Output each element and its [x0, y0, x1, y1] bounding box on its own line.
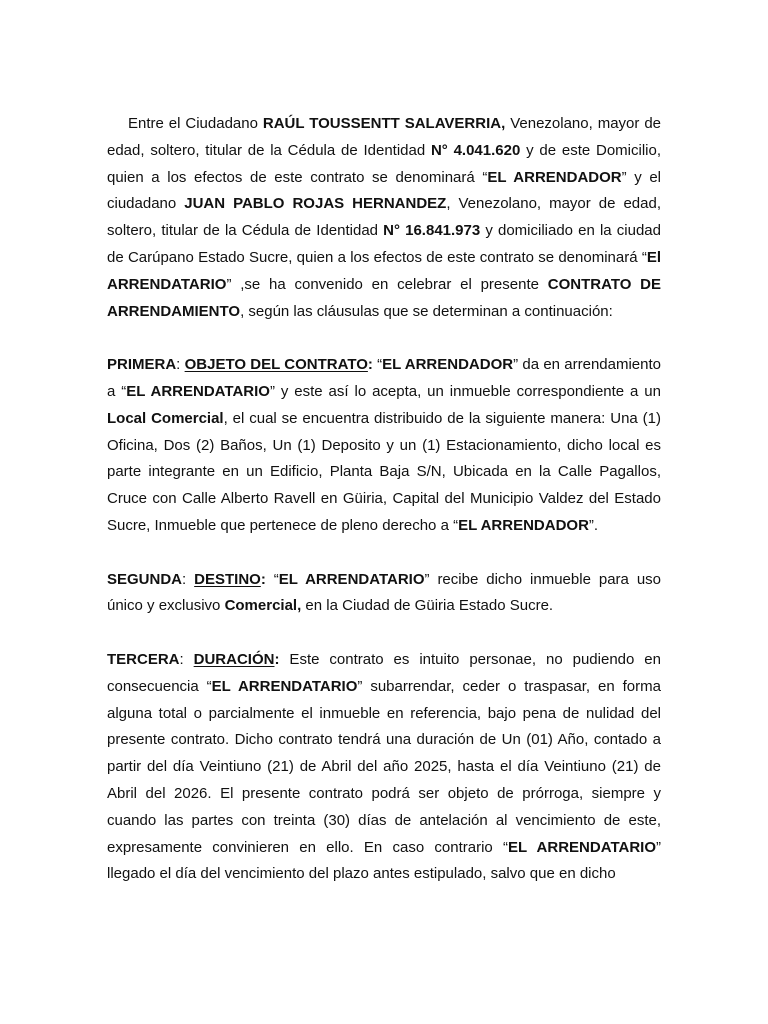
intro-text: Entre el Ciudadano: [128, 115, 263, 132]
clause-separator: :: [179, 650, 194, 668]
intro-text: , Venezolano, mayor de edad, soltero, titular de la Cédula de Identidad: [107, 195, 661, 240]
contract-type: CONTRATO DE ARRENDAMIENTO: [107, 275, 661, 320]
clause-primera: [107, 352, 661, 540]
clause-label: TERCERA: [107, 650, 180, 668]
lessee-role: EL ARRENDATARIO: [211, 677, 358, 695]
clause-text: ” subarrendar, ceder o traspasar, en forma alguna total o parcialmente el inmueble en referencia, bajo pena de nulidad del presente contrato. Dicho contrato tendrá una duración de Un (01) Año, contado a partir del día Veintiuno (21) de Abril del año 2025, hasta el día Veintiuno (21) de Abril del 2026. El presente contrato podrá ser objeto de prórroga, siempre y cuando las partes con treinta (30) días de antelación al vencimiento de este, expresamente convinieren en ello. En caso contrario “: [107, 677, 661, 856]
clause-text: “: [265, 570, 279, 588]
lessee-role: EL ARRENDATARIO: [507, 838, 656, 856]
use-type: Comercial,: [224, 597, 302, 615]
clause-segunda: [107, 567, 661, 621]
lessee-role: EL ARRENDATARIO: [126, 382, 270, 400]
clause-text: , el cual se encuentra distribuido de la siguiente manera: Una (1) Oficina, Dos (2) Baños, Un (1) Deposito y un (1) Estacionamiento, dicho local es parte integrante en un Edificio, Planta Baja S/N, Ubicada en la Calle Pagallos, Cruce con Calle Alberto Ravell en Güiria, Capital del Municipio Valdez del Estado Sucre, Inmueble que pertenece de pleno derecho a “: [107, 409, 661, 534]
clause-text: ” y este así lo acepta, un inmueble correspondiente a un: [269, 382, 661, 400]
property-type: Local Comercial: [107, 409, 224, 427]
lessor-role: EL ARRENDADOR: [458, 516, 589, 534]
clause-separator: :: [182, 570, 195, 588]
intro-text: y domiciliado en la ciudad de Carúpano Estado Sucre, quien a los efectos de este contrato se denominará “: [107, 222, 661, 266]
lessor-role: EL ARRENDADOR: [382, 356, 514, 374]
intro-text: y de este Domicilio, quien a los efectos de este contrato se denominará “: [107, 141, 662, 186]
clause-text: ” recibe dicho inmueble para uso único y exclusivo: [107, 570, 662, 615]
clause-colon: :: [367, 356, 373, 374]
clause-text: en la Ciudad de Güiria Estado Sucre.: [301, 597, 554, 615]
clause-text: ”.: [588, 516, 599, 534]
intro-text: ” ,se ha convenido en celebrar el presente: [226, 275, 548, 293]
contract-body: [107, 111, 661, 888]
clause-text: ” da en arrendamiento a “: [107, 356, 661, 400]
intro-text: ” y el ciudadano: [107, 168, 661, 213]
clause-tercera: [107, 647, 661, 888]
clause-text: ” llegado el día del vencimiento del plazo antes estipulado, salvo que en dicho: [107, 838, 661, 883]
clause-title: DURACIÓN: [193, 650, 275, 668]
lessor-id-number: N° 4.041.620: [430, 141, 521, 159]
clause-label: PRIMERA: [107, 356, 177, 374]
intro-text: Venezolano, mayor de edad, soltero, titular de la Cédula de Identidad: [107, 115, 662, 159]
clause-text: “: [372, 356, 383, 374]
clause-separator: :: [176, 356, 185, 374]
intro-paragraph: [107, 111, 661, 325]
lessor-name: RAÚL TOUSSENTT SALAVERRIA,: [262, 115, 506, 132]
lessee-id-number: 16.841.973: [399, 222, 481, 240]
lessor-role: EL ARRENDADOR: [487, 168, 622, 186]
lessee-id-label: N°: [383, 222, 400, 240]
clause-text: Este contrato es intuito personae, no pudiendo en consecuencia “: [107, 650, 661, 695]
clause-label: SEGUNDA: [107, 570, 183, 588]
lessee-name: JUAN PABLO ROJAS HERNANDEZ: [184, 195, 447, 213]
intro-text: , según las cláusulas que se determinan a continuación:: [240, 302, 613, 320]
clause-colon: :: [274, 650, 280, 668]
clause-title: DESTINO: [194, 570, 261, 588]
clause-colon: :: [260, 570, 266, 588]
lessee-role: El ARRENDATARIO: [107, 248, 661, 293]
clause-title: OBJETO DEL CONTRATO: [184, 356, 368, 374]
lessee-role: EL ARRENDATARIO: [278, 570, 425, 588]
